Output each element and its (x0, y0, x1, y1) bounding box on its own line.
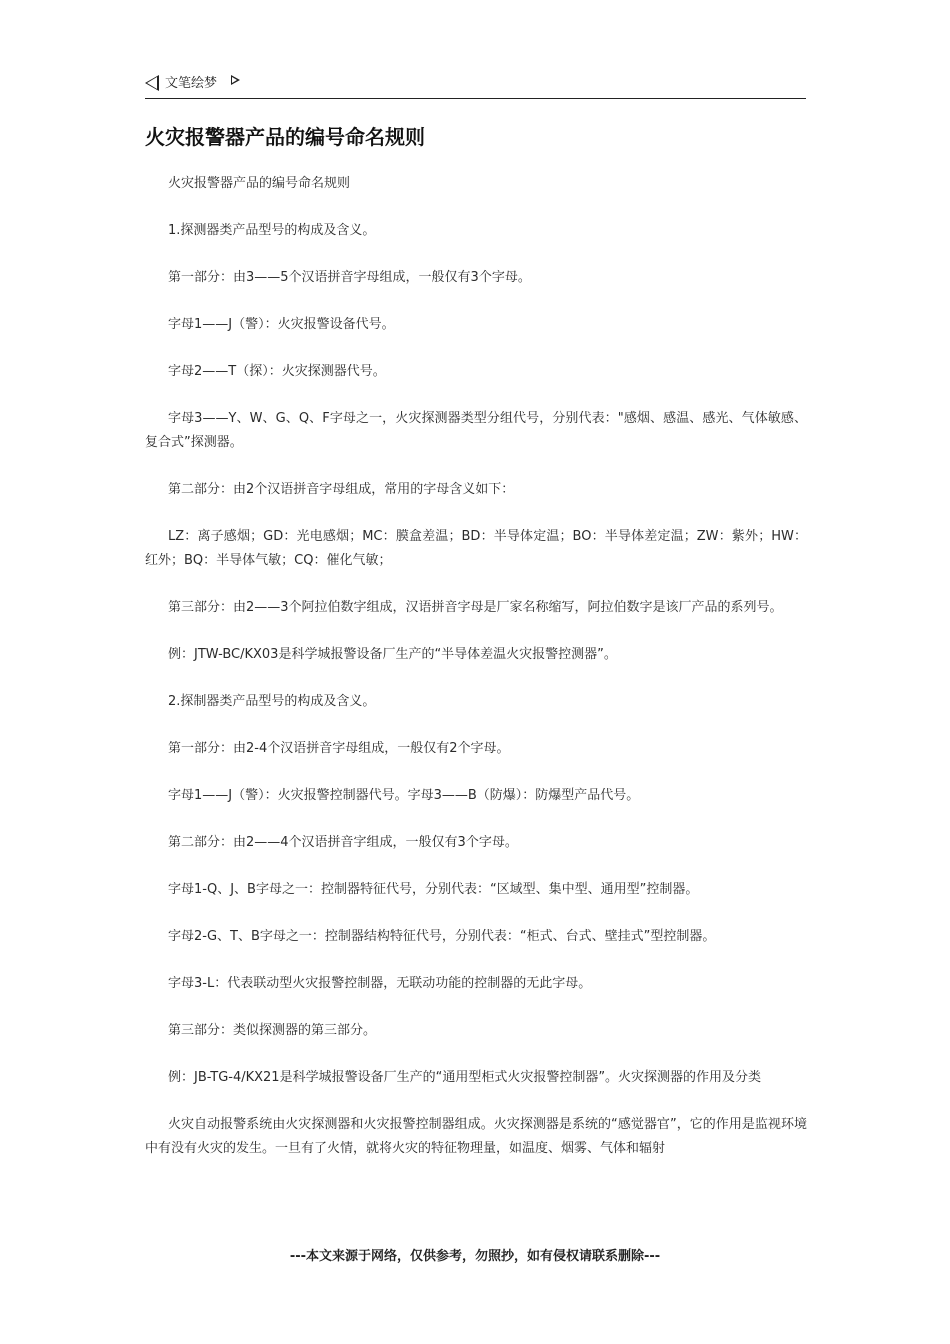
paragraph: 字母3-L：代表联动型火灾报警控制器，无联动功能的控制器的无此字母。 (168, 976, 592, 991)
paragraph: 火灾自动报警系统由火灾探测器和火灾报警控制器组成。火灾探测器是系统的“感觉器官”，它的作用是监视环境中有没有火灾的发生。一旦有了火情，就将火灾的特征物理量，如温度、烟雾、气体和辐射 (145, 1117, 807, 1156)
paragraph: 火灾报警器产品的编号命名规则 (168, 176, 351, 191)
footer-disclaimer: ---本文来源于网络，仅供参考，勿照抄，如有侵权请联系删除--- (289, 1249, 661, 1264)
paragraph: 第二部分：由2——4个汉语拼音字组成，一般仅有3个字母。 (168, 835, 518, 850)
paragraph: 字母1——J（警）：火灾报警设备代号。 (168, 317, 395, 332)
triangle-left-icon (145, 75, 159, 91)
paragraph: 第三部分：类似探测器的第三部分。 (168, 1023, 377, 1038)
paragraph: 例：JB-TG-4/KX21是科学城报警设备厂生产的“通用型柜式火灾报警控制器”。火灾探测器的作用及分类 (168, 1070, 762, 1085)
document-title: 火灾报警器产品的编号命名规则 (145, 125, 425, 149)
brand-label: 文笔绘梦 (165, 76, 218, 91)
paragraph: 字母2-G、T、B字母之一：控制器结构特征代号，分别代表：“柜式、台式、壁挂式”型控制器。 (168, 929, 716, 944)
triangle-right-icon (231, 75, 240, 85)
paragraph: LZ：离子感烟；GD：光电感烟；MC：膜盒差温；BD：半导体定温；BO：半导体差定温；ZW：紫外；HW：红外；BQ：半导体气敏；CQ：催化气敏； (145, 529, 807, 568)
paragraph: 字母1——J（警）：火灾报警控制器代号。字母3——B（防爆）：防爆型产品代号。 (168, 788, 640, 803)
paragraph: 例：JTW-BC/KX03是科学城报警设备厂生产的“半导体差温火灾报警控测器”。 (168, 647, 617, 662)
paragraph: 字母3——Y、W、G、Q、F字母之一，火灾探测器类型分组代号，分别代表："感烟、感温、感光、气体敏感、复合式”探测器。 (145, 411, 807, 450)
paragraph: 字母1-Q、J、B字母之一：控制器特征代号，分别代表：“区域型、集中型、通用型”控制器。 (168, 882, 699, 897)
document-body (145, 172, 807, 1184)
paragraph: 第三部分：由2——3个阿拉伯数字组成，汉语拼音字母是厂家名称缩写，阿拉伯数字是该厂产品的系列号。 (168, 600, 783, 615)
paragraph: 2.探制器类产品型号的构成及含义。 (168, 694, 376, 709)
page-header (145, 72, 806, 99)
paragraph: 第二部分：由2个汉语拼音字母组成，常用的字母含义如下： (168, 482, 515, 497)
paragraph: 第一部分：由2-4个汉语拼音字母组成，一般仅有2个字母。 (168, 741, 510, 756)
paragraph: 字母2——T（探）：火灾探测器代号。 (168, 364, 386, 379)
paragraph: 1.探测器类产品型号的构成及含义。 (168, 223, 376, 238)
paragraph: 第一部分：由3——5个汉语拼音字母组成，一般仅有3个字母。 (168, 270, 531, 285)
